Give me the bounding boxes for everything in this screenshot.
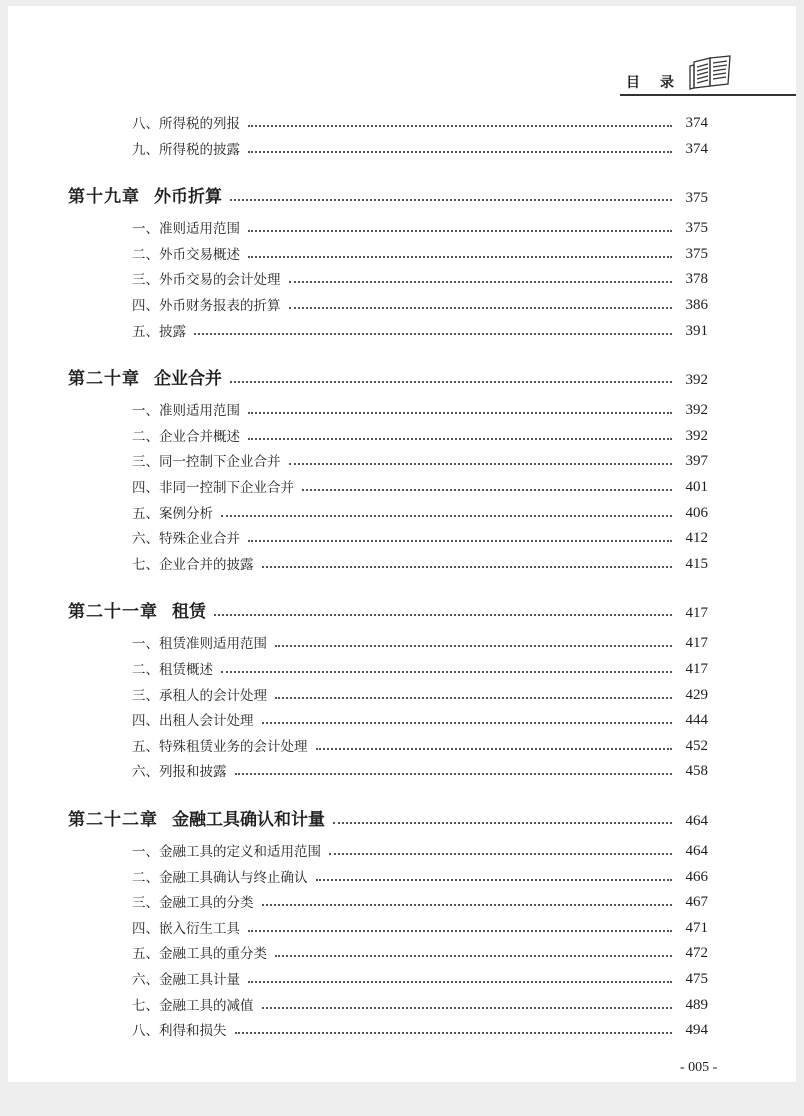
toc-section-row[interactable] [132, 450, 708, 470]
toc-page-number: 471 [685, 919, 708, 936]
toc-section-row[interactable] [132, 684, 708, 704]
toc-page-number: 374 [685, 115, 708, 131]
toc-section-row[interactable] [132, 735, 708, 755]
toc-page-number: 444 [685, 712, 708, 729]
chapter-title [68, 805, 333, 830]
chapter-number: 第二十二章 [68, 810, 158, 830]
toc-section-row[interactable] [132, 294, 708, 314]
section-title: 一、租赁准则适用范围 [132, 636, 267, 653]
toc-section-row[interactable] [132, 502, 708, 522]
section-title: 七、企业合并的披露 [132, 556, 254, 573]
section-title: 三、金融工具的分类 [132, 895, 254, 912]
toc-section-row[interactable] [132, 268, 708, 288]
toc-page-number: 392 [685, 427, 708, 444]
chapter-name: 企业合并 [154, 369, 222, 390]
section-title: 五、案例分析 [132, 505, 213, 522]
toc-page-number: 472 [685, 945, 708, 962]
toc-page-number: 417 [685, 661, 708, 677]
dot-leader [221, 670, 672, 673]
section-title: 一、准则适用范围 [132, 403, 240, 420]
section-title: 二、租赁概述 [132, 662, 213, 678]
section-title: 七、金融工具的减值 [132, 997, 254, 1014]
chapter-title [68, 364, 230, 389]
section-title: 四、出租人会计处理 [132, 713, 254, 730]
toc-page-number: 464 [685, 843, 708, 859]
toc-section-row[interactable] [132, 112, 708, 132]
toc-section-row[interactable] [132, 632, 708, 652]
header-rule [620, 94, 796, 96]
dot-leader [248, 929, 672, 932]
dot-leader [248, 124, 672, 127]
toc-page-number: 406 [685, 504, 708, 521]
dot-leader [333, 821, 672, 824]
section-title: 一、金融工具的定义和适用范围 [132, 844, 321, 860]
toc-page-number: 429 [685, 686, 708, 703]
toc-chapter-row[interactable] [68, 806, 708, 830]
toc-page-number: 458 [685, 763, 708, 780]
section-title: 六、金融工具计量 [132, 972, 240, 988]
toc-page-number: 415 [685, 555, 708, 572]
toc-page-number: 391 [685, 322, 708, 339]
toc-section-row[interactable] [132, 658, 708, 678]
section-title: 六、列报和披露 [132, 764, 227, 781]
toc-section-row[interactable] [132, 968, 708, 988]
toc-section-row[interactable] [132, 917, 708, 937]
document-page [8, 6, 796, 1082]
dot-leader [248, 411, 672, 414]
toc-section-row[interactable] [132, 217, 708, 237]
toc-section-row[interactable] [132, 553, 708, 573]
toc-section-row[interactable] [132, 942, 708, 962]
dot-leader [302, 488, 672, 491]
section-title: 四、外币财务报表的折算 [132, 298, 281, 314]
toc-section-row[interactable] [132, 866, 708, 886]
toc-section-row[interactable] [132, 840, 708, 860]
toc-section-row[interactable] [132, 399, 708, 419]
toc-section-row[interactable] [132, 425, 708, 445]
section-title: 八、利得和损失 [132, 1023, 227, 1040]
section-title: 二、企业合并概述 [132, 428, 240, 445]
dot-leader [248, 229, 672, 232]
page-number: - 005 - [680, 1060, 718, 1075]
section-title: 五、金融工具的重分类 [132, 946, 267, 963]
toc-section-row[interactable] [132, 476, 708, 496]
toc-section-row[interactable] [132, 994, 708, 1014]
toc-page-number: 374 [685, 140, 708, 157]
toc-page-number: 386 [685, 297, 708, 313]
toc-section-row[interactable] [132, 891, 708, 911]
dot-leader [316, 747, 673, 750]
toc-page-number: 464 [685, 813, 708, 829]
toc-chapter-row[interactable] [68, 598, 708, 622]
toc-page-number: 466 [685, 868, 708, 885]
toc-page-number: 417 [685, 635, 708, 652]
chapter-name: 租赁 [172, 602, 206, 623]
toc-page-number: 378 [685, 271, 708, 288]
toc-page-number: 375 [685, 245, 708, 262]
header-title: 目录 [626, 75, 694, 91]
chapter-name: 外币折算 [154, 187, 222, 208]
book-icon [686, 52, 736, 90]
dot-leader [275, 954, 672, 957]
toc-page-number: 392 [685, 402, 708, 419]
dot-leader [262, 1006, 673, 1009]
dot-leader [248, 150, 672, 153]
toc-section-row[interactable] [132, 138, 708, 158]
toc-page-number: 397 [685, 453, 708, 470]
toc-page-number: 401 [685, 479, 708, 495]
section-title: 二、金融工具确认与终止确认 [132, 869, 308, 886]
toc-section-row[interactable] [132, 760, 708, 780]
section-title: 九、所得税的披露 [132, 141, 240, 158]
dot-leader [262, 721, 673, 724]
dot-leader [289, 306, 673, 309]
chapter-number: 第十九章 [68, 187, 140, 208]
dot-leader [275, 696, 672, 699]
toc-page-number: 494 [685, 1022, 708, 1039]
section-title: 三、承租人的会计处理 [132, 687, 267, 704]
toc-page-number: 375 [685, 220, 708, 237]
dot-leader [289, 280, 673, 283]
toc-page-number: 417 [685, 605, 708, 622]
section-title: 五、披露 [132, 323, 186, 340]
section-title: 八、所得税的列报 [132, 116, 240, 132]
section-title: 四、嵌入衍生工具 [132, 920, 240, 937]
toc-chapter-row[interactable] [68, 183, 708, 207]
chapter-name: 金融工具确认和计量 [172, 810, 325, 830]
section-title: 三、外币交易的会计处理 [132, 272, 281, 289]
toc-section-row[interactable] [132, 527, 708, 547]
dot-leader [221, 514, 672, 517]
dot-leader [248, 539, 672, 542]
section-title: 三、同一控制下企业合并 [132, 454, 281, 471]
dot-leader [262, 565, 673, 568]
section-title: 五、特殊租赁业务的会计处理 [132, 738, 308, 755]
running-header [620, 72, 796, 94]
dot-leader [316, 878, 673, 881]
toc-section-row[interactable] [132, 1019, 708, 1039]
dot-leader [230, 380, 672, 383]
toc-section-row[interactable] [132, 243, 708, 263]
dot-leader [275, 644, 672, 647]
section-title: 一、准则适用范围 [132, 221, 240, 238]
chapter-number: 第二十章 [68, 369, 140, 390]
toc-page-number: 392 [685, 372, 708, 389]
toc-page-number: 375 [685, 190, 708, 207]
toc-page-number: 452 [685, 737, 708, 754]
dot-leader [235, 772, 673, 775]
dot-leader [194, 332, 672, 335]
dot-leader [248, 437, 672, 440]
toc-page-number: 412 [685, 530, 708, 547]
toc-page-number: 475 [685, 971, 708, 987]
toc-section-row[interactable] [132, 709, 708, 729]
chapter-title [68, 182, 230, 207]
dot-leader [248, 255, 672, 258]
chapter-title [68, 597, 214, 622]
section-title: 四、非同一控制下企业合并 [132, 480, 294, 496]
dot-leader [329, 852, 672, 855]
toc-page-number: 467 [685, 894, 708, 911]
toc-section-row[interactable] [132, 320, 708, 340]
section-title: 二、外币交易概述 [132, 246, 240, 263]
dot-leader [248, 980, 672, 983]
dot-leader [289, 462, 673, 465]
dot-leader [262, 903, 673, 906]
section-title: 六、特殊企业合并 [132, 531, 240, 548]
toc-chapter-row[interactable] [68, 365, 708, 389]
chapter-number: 第二十一章 [68, 602, 158, 623]
dot-leader [235, 1031, 673, 1034]
dot-leader [230, 198, 672, 201]
toc-page-number: 489 [685, 996, 708, 1013]
dot-leader [214, 613, 672, 616]
